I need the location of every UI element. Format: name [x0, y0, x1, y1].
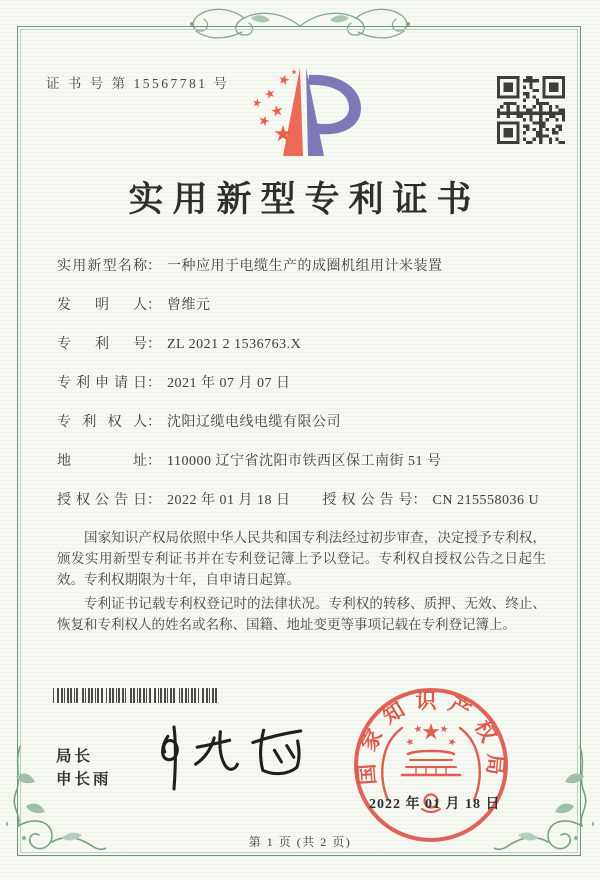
legal-paragraph: 国家知识产权局依照中华人民共和国专利法经过初步审查，决定授予专利权，颁发实用新型专利证书并在专利登记簿上予以登记。专利权自授权公告之日起生效。专利权期限为十年，自申请日起算。 [57, 530, 546, 587]
field-value: 2022 年 01 月 18 日 [167, 493, 291, 508]
field-value: CN 215558036 U [432, 493, 540, 508]
legal-paragraph: 专利证书记载专利权登记时的法律状况。专利权的转移、质押、无效、终止、恢复和专利权人的姓名或名称、国籍、地址变更等事项记载在专利登记簿上。 [57, 596, 546, 632]
field-label: 专利申请日 [57, 376, 147, 391]
field-colon: ： [147, 337, 161, 352]
field-row-address [57, 451, 547, 472]
svg-text:国家知识产权局 [354, 689, 508, 786]
grant-number-pair [323, 493, 540, 508]
field-label: 专利号 [57, 337, 147, 352]
field-label: 实用新型名称 [57, 259, 147, 274]
field-row-inventor [57, 295, 547, 316]
field-value: 曾维元 [167, 298, 211, 313]
field-colon: ： [147, 259, 161, 274]
grant-date-pair [57, 490, 319, 511]
field-row-filing-date [57, 373, 547, 394]
field-value: ZL 2021 2 1536763.X [167, 337, 302, 352]
field-row-patent-no [57, 334, 547, 355]
field-colon: ： [412, 493, 427, 508]
certificate-number: 证 书 号 第 15567781 号 [46, 76, 230, 91]
page-footer: 第 1 页 (共 2 页) [248, 835, 352, 849]
field-value: 2021 年 07 月 07 日 [167, 376, 291, 391]
official-seal [346, 680, 516, 850]
field-colon: ： [147, 454, 161, 469]
officer-title: 局长 [56, 748, 94, 765]
field-colon: ： [147, 493, 161, 508]
field-row-name [57, 256, 547, 277]
seal-ring-text: 国家知识产权局 [354, 689, 508, 786]
qr-code [497, 76, 565, 144]
national-emblem [405, 723, 457, 746]
field-colon: ： [147, 376, 161, 391]
field-row-grant [57, 490, 547, 511]
field-label: 地址 [57, 454, 147, 469]
field-value: 一种应用于电缆生产的成圈机组用计米装置 [167, 259, 443, 274]
signature-shen-changyu [140, 713, 310, 803]
field-label: 授权公告号 [322, 493, 413, 508]
fields-block [57, 256, 547, 529]
field-value: 110000 辽宁省沈阳市铁西区保工南街 51 号 [167, 454, 442, 469]
field-label: 发明人 [57, 298, 147, 313]
field-row-patentee [57, 412, 547, 433]
field-label: 授权公告日 [57, 493, 147, 508]
cnipa-logo [243, 64, 368, 162]
officer-name: 申长雨 [56, 771, 112, 788]
barcode [53, 688, 219, 703]
legal-text-block [57, 527, 546, 638]
certificate-title: 实用新型专利证书 [128, 180, 481, 219]
field-colon: ： [147, 415, 161, 430]
field-label: 专利权人 [57, 415, 147, 430]
field-value: 沈阳辽缆电线电缆有限公司 [167, 415, 341, 430]
seal-date: 2022 年 01 月 18 日 [369, 797, 501, 812]
field-colon: ： [147, 298, 161, 313]
